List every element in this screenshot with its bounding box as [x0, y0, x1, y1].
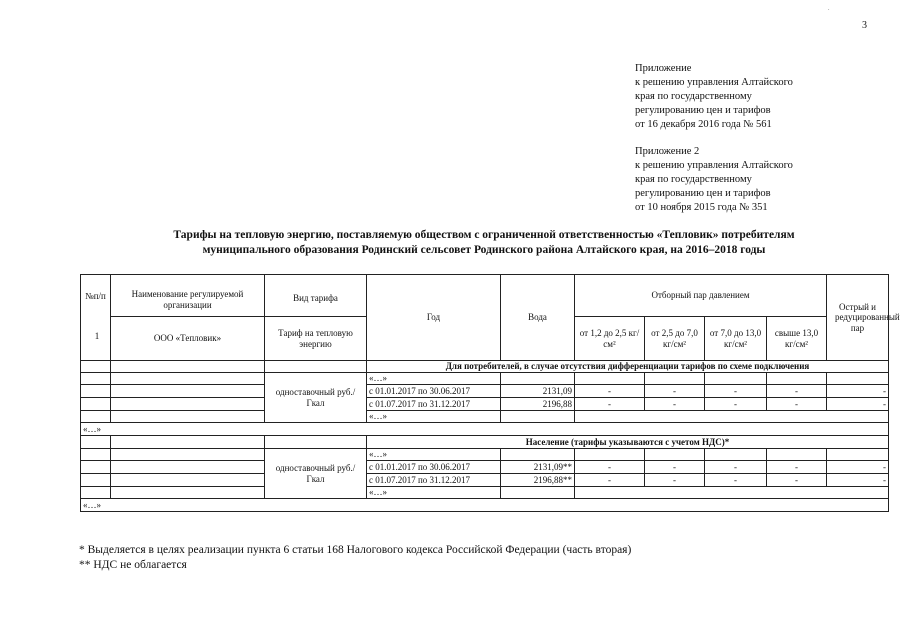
empty-cell: [81, 474, 111, 487]
steam-cell: -: [767, 474, 827, 487]
steam-cell: -: [575, 461, 645, 474]
steam-cell: -: [645, 385, 705, 398]
empty-cell: [81, 361, 111, 373]
scan-speck: .: [828, 6, 830, 12]
period-cell: «…»: [367, 411, 501, 423]
annex2-line: регулированию цен и тарифов: [635, 188, 771, 199]
empty-cell: [111, 411, 265, 423]
empty-cell: [81, 461, 111, 474]
header-water: Вода: [501, 275, 575, 361]
steam-cell: -: [767, 461, 827, 474]
empty-cell: [81, 487, 111, 499]
reduced-cell: -: [827, 474, 889, 487]
header-reduced-steam: Острый и редуцированный пар: [827, 275, 889, 361]
footnote-1: * Выделяется в целях реализации пункта 6 статьи 168 Налогового кодекса Российской Федерации (часть вторая): [79, 544, 632, 556]
water-cell: 2196,88**: [501, 474, 575, 487]
water-cell: 2131,09: [501, 385, 575, 398]
empty-cell: [81, 398, 111, 411]
annex-block-1: [635, 62, 793, 132]
header-steam-col-3: от 7,0 до 13,0 кг/см²: [705, 317, 767, 361]
header-year: Год: [367, 275, 501, 361]
steam-cell: -: [575, 398, 645, 411]
empty-cell: [111, 373, 265, 385]
title-line: Тарифы на тепловую энергию, поставляемую обществом с ограниченной ответственностью «Тепловик» потребителям: [173, 229, 795, 241]
header-steam-col-1: от 1,2 до 2,5 кг/см²: [575, 317, 645, 361]
section-heading: Для потребителей, в случае отсутствия дифференциации тарифов по схеме подключения: [367, 361, 889, 373]
steam-cell: -: [705, 461, 767, 474]
period-cell: с 01.01.2017 по 30.06.2017: [367, 385, 501, 398]
annex1-line: от 16 декабря 2016 года № 561: [635, 119, 772, 130]
empty-cell: [81, 436, 111, 449]
annex1-line: регулированию цен и тарифов: [635, 105, 771, 116]
header-steam-group: Отборный пар давлением: [575, 275, 827, 317]
annex1-line: края по государственному: [635, 91, 752, 102]
footnotes: [79, 543, 631, 573]
empty-cell: [81, 385, 111, 398]
annex1-line: Приложение: [635, 63, 692, 74]
empty-cell: [265, 436, 367, 449]
steam-cell: -: [645, 398, 705, 411]
tariff-kind: одноставочный руб./Гкал: [265, 373, 367, 423]
water-cell: [501, 487, 575, 499]
period-cell: «…»: [367, 449, 501, 461]
steam-cell: -: [705, 398, 767, 411]
period-cell: с 01.01.2017 по 30.06.2017: [367, 461, 501, 474]
tariff-table: [80, 274, 900, 512]
steam-cell: -: [767, 398, 827, 411]
empty-cell: [81, 411, 111, 423]
steam-cell: [575, 373, 645, 385]
steam-cell: [767, 449, 827, 461]
steam-cell: -: [705, 474, 767, 487]
reduced-cell: -: [827, 398, 889, 411]
period-cell: с 01.07.2017 по 31.12.2017: [367, 398, 501, 411]
empty-cell: [111, 436, 265, 449]
annex2-line: от 10 ноября 2015 года № 351: [635, 202, 768, 213]
steam-cell: [705, 449, 767, 461]
page-number: 3: [862, 20, 867, 31]
annex2-line: края по государственному: [635, 174, 752, 185]
steam-cell: [645, 449, 705, 461]
empty-cell: [265, 361, 367, 373]
footnote-2: ** НДС не облагается: [79, 559, 187, 571]
annex1-line: к решению управления Алтайского: [635, 77, 793, 88]
document-title: [80, 228, 888, 258]
header-steam-col-4: свыше 13,0 кг/см²: [767, 317, 827, 361]
empty-cell: [111, 474, 265, 487]
annex-block-2: [635, 145, 793, 215]
empty-cell: [111, 361, 265, 373]
period-cell: «…»: [367, 373, 501, 385]
tariff-kind: одноставочный руб./Гкал: [265, 449, 367, 499]
water-cell: [501, 411, 575, 423]
header-tariff-type: Вид тарифа: [265, 275, 367, 317]
empty-span-cell: [575, 487, 889, 499]
steam-cell: -: [645, 474, 705, 487]
reduced-cell: -: [827, 461, 889, 474]
period-cell: «…»: [367, 487, 501, 499]
steam-cell: -: [767, 385, 827, 398]
empty-span-cell: [575, 411, 889, 423]
water-cell: [501, 449, 575, 461]
title-line: муниципального образования Родинский сельсовет Родинского района Алтайского края, на 2016–2018 годы: [202, 244, 766, 256]
steam-cell: [575, 449, 645, 461]
steam-cell: -: [705, 385, 767, 398]
ellipsis-row: «…»: [81, 499, 889, 512]
water-cell: [501, 373, 575, 385]
section-heading: Население (тарифы указываются с учетом НДС)*: [367, 436, 889, 449]
empty-cell: [111, 385, 265, 398]
steam-cell: [767, 373, 827, 385]
empty-cell: [111, 449, 265, 461]
empty-cell: [111, 398, 265, 411]
water-cell: 2131,09**: [501, 461, 575, 474]
annex2-line: Приложение 2: [635, 146, 700, 157]
header-num: №п/п: [81, 275, 111, 361]
steam-cell: -: [575, 385, 645, 398]
ellipsis-row: «…»: [81, 423, 889, 436]
period-cell: с 01.07.2017 по 31.12.2017: [367, 474, 501, 487]
org-tariff-type: Тариф на тепловую энергию: [265, 317, 367, 361]
water-cell: 2196,88: [501, 398, 575, 411]
org-row-number: 1: [94, 331, 100, 341]
empty-cell: [81, 373, 111, 385]
steam-cell: -: [645, 461, 705, 474]
empty-cell: [111, 461, 265, 474]
reduced-cell: [827, 373, 889, 385]
annex2-line: к решению управления Алтайского: [635, 160, 793, 171]
header-steam-col-2: от 2,5 до 7,0 кг/см²: [645, 317, 705, 361]
steam-cell: -: [575, 474, 645, 487]
header-org: Наименование регулируемой организации: [111, 275, 265, 317]
reduced-cell: -: [827, 385, 889, 398]
org-name: ООО «Тепловик»: [111, 317, 265, 361]
steam-cell: [645, 373, 705, 385]
steam-cell: [705, 373, 767, 385]
reduced-cell: [827, 449, 889, 461]
empty-cell: [111, 487, 265, 499]
empty-cell: [81, 449, 111, 461]
